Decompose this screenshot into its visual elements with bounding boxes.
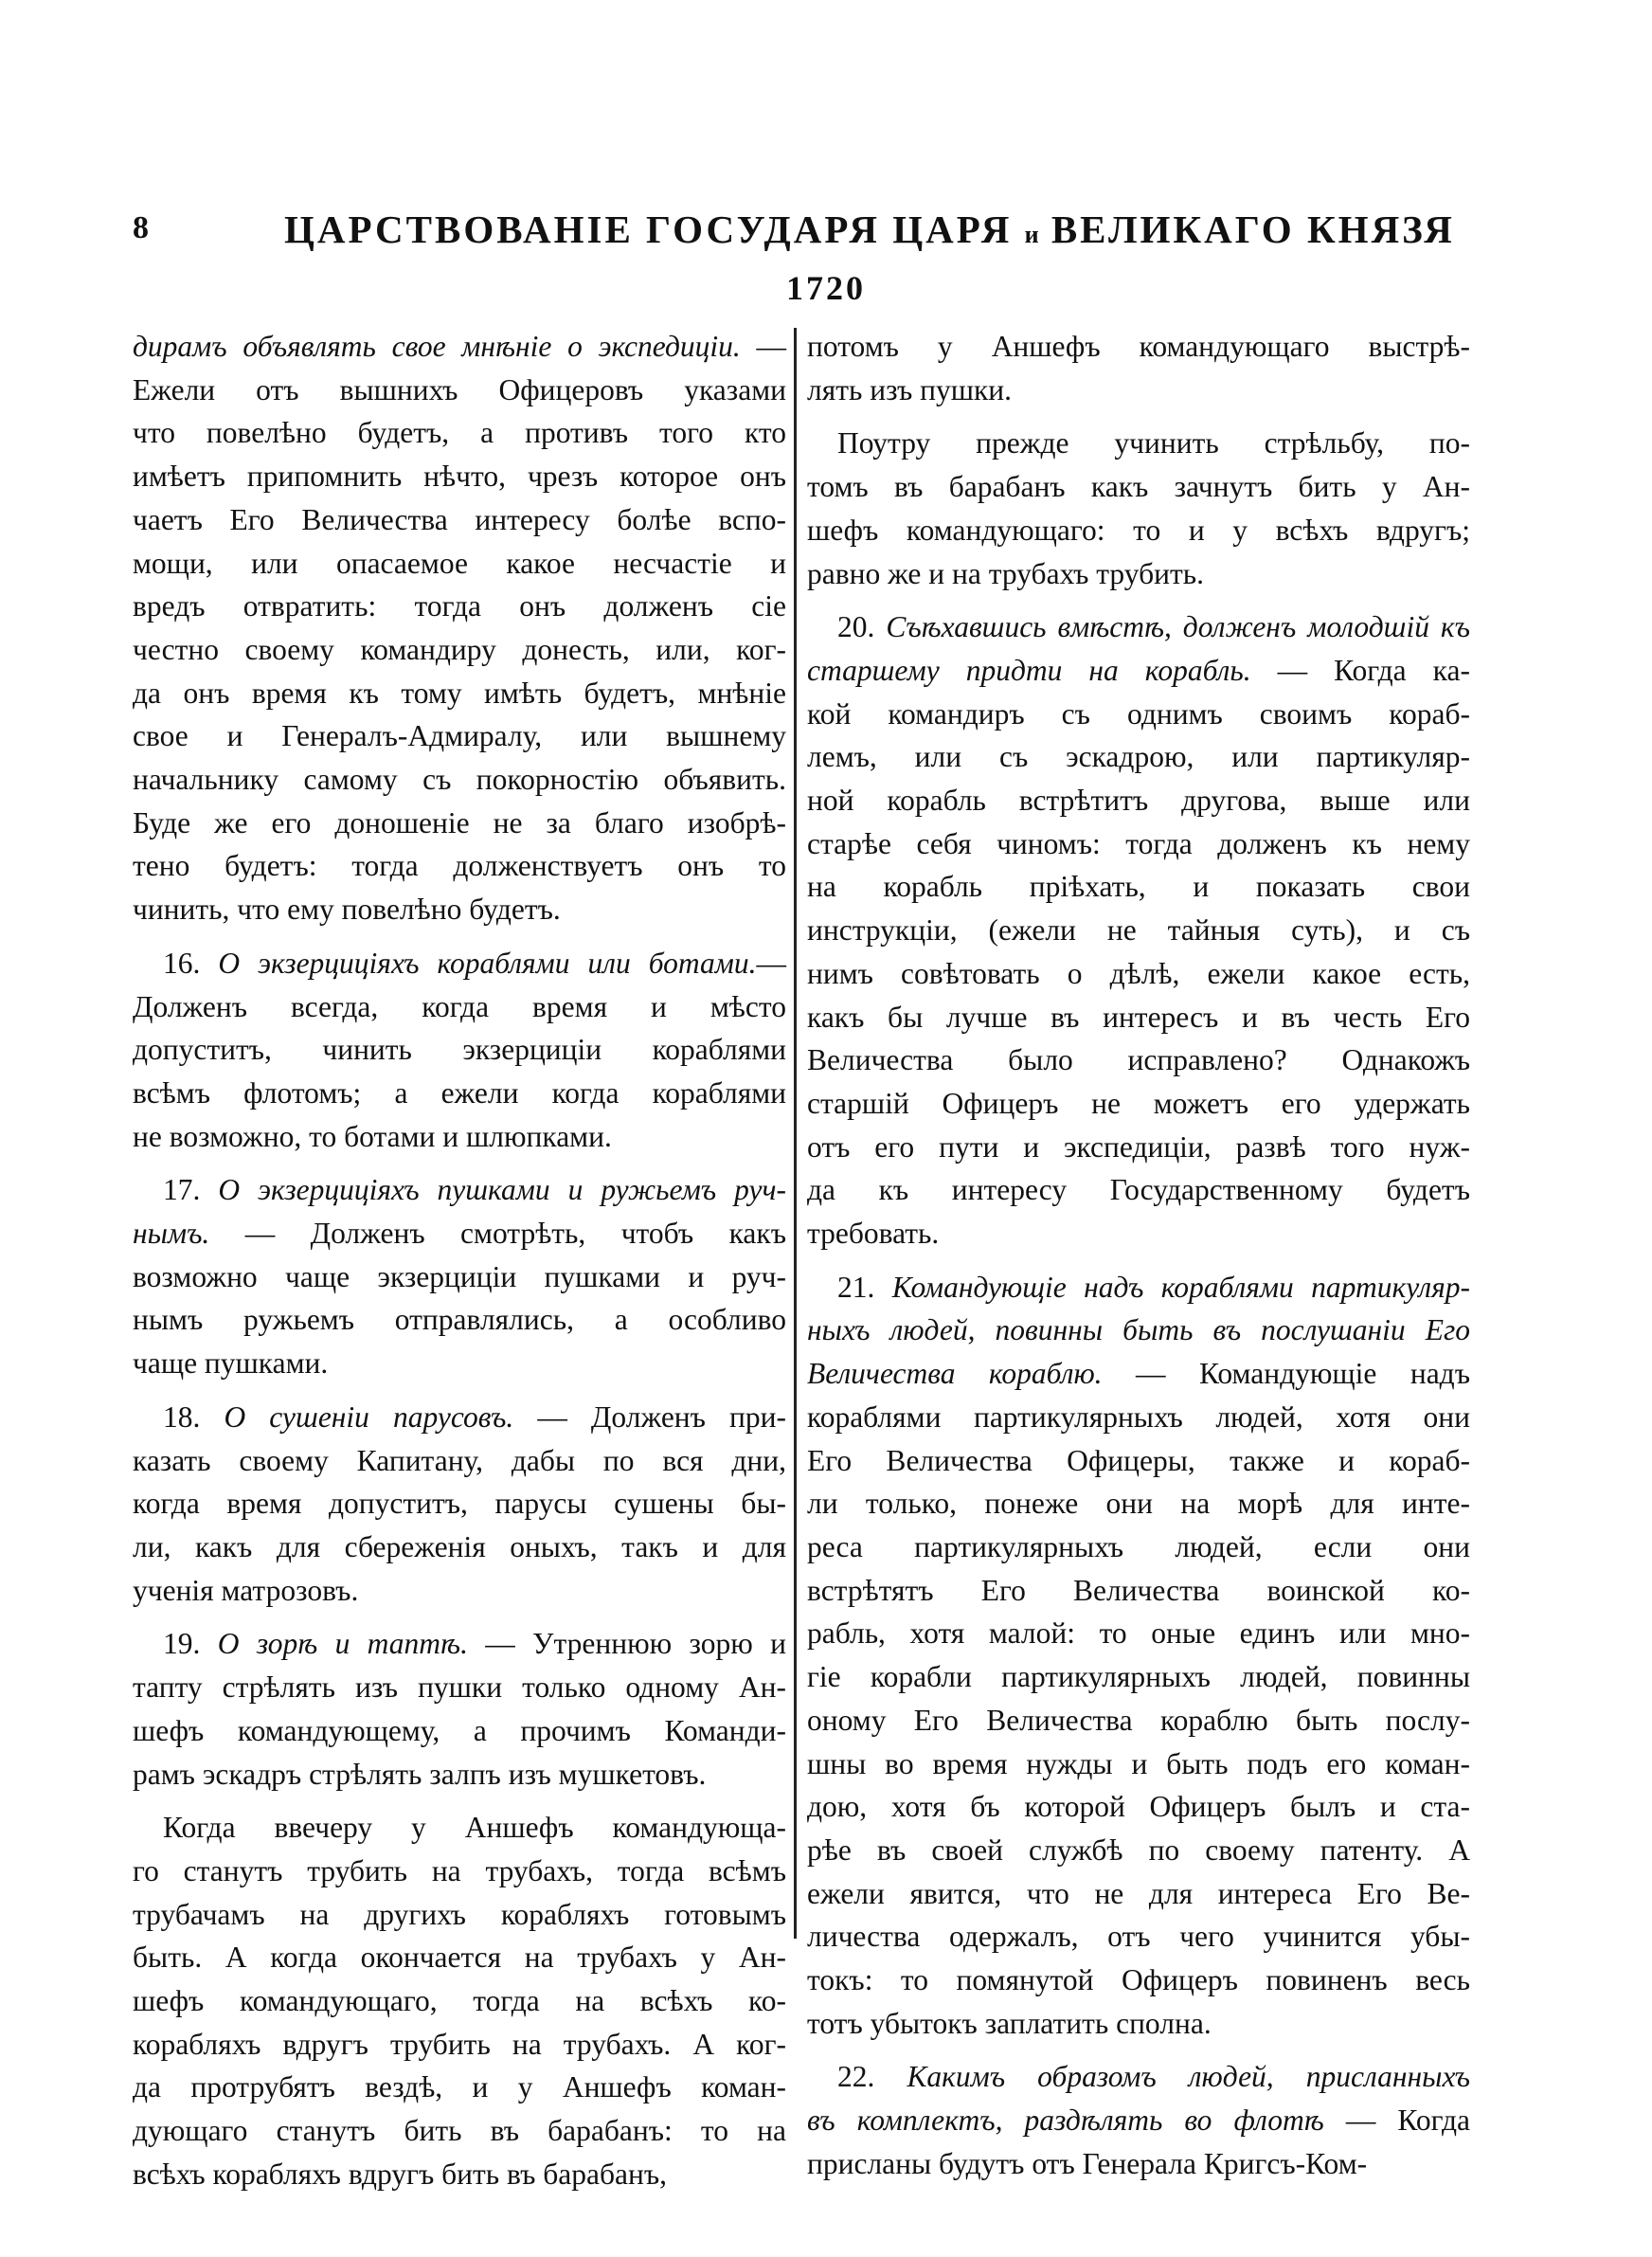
text-line: потомъ у Аншефъ командующаго выстрѣ- <box>807 330 1470 363</box>
body-text: — <box>740 330 787 363</box>
text-line: свое и Генералъ-Адмиралу, или вышнему <box>133 719 786 753</box>
article-paragraph <box>133 1168 786 1385</box>
text-paragraph <box>133 325 786 931</box>
body-text: — Когда ка- <box>1250 653 1470 687</box>
text-line: Величества было исправлено? Однакожъ <box>807 1043 1470 1077</box>
text-line <box>807 2055 1470 2099</box>
article-heading: О сушеніи парусовъ. <box>200 1399 514 1434</box>
text-line: не возможно, то ботами и шлюпками. <box>133 1119 612 1153</box>
text-line: оному Его Величества кораблю быть послу- <box>807 1703 1470 1737</box>
text-line: встрѣтятъ Его Величества воинской ко- <box>807 1573 1470 1607</box>
article-heading: въ комплектъ, раздѣлять во флотѣ <box>807 2104 1324 2138</box>
text-line: шефъ командующаго, тогда на всѣхъ ко- <box>133 1984 786 2018</box>
text-line: старѣе себя чиномъ: тогда долженъ къ нему <box>807 826 1470 860</box>
text-line: казать своему Капитану, дабы по вся дни, <box>133 1443 786 1477</box>
text-line: шефъ командующему, а прочимъ Команди- <box>133 1713 786 1747</box>
text-line: ежели явится, что не для интереса Его Ве- <box>807 1876 1470 1910</box>
text-line <box>133 1396 786 1439</box>
text-line: честно своему командиру донесть, или, ког- <box>133 632 786 666</box>
body-text: — Когда <box>1323 2104 1470 2138</box>
text-line: ученія матрозовъ. <box>133 1573 359 1607</box>
text-line: что повелѣно будетъ, а противъ того кто <box>133 416 786 450</box>
article-heading: О зорѣ и таптѣ. <box>200 1627 468 1661</box>
text-line <box>133 1168 786 1212</box>
text-line: шны во время нужды и быть подъ его коман- <box>807 1746 1470 1780</box>
text-line <box>807 1266 1470 1309</box>
article-heading: Командующіе надъ кораблями партикуляр- <box>874 1270 1470 1304</box>
article-paragraph <box>133 942 786 1159</box>
text-line: корабляхъ вдругъ трубить на трубахъ. А ког- <box>133 2027 786 2061</box>
text-line: допуститъ, чинить экзерциціи кораблями <box>133 1033 786 1067</box>
text-line: какъ бы лучше въ интересъ и въ честь Его <box>807 1000 1470 1034</box>
body-text: — Утреннюю зорю и <box>467 1627 786 1661</box>
text-line: дующаго станутъ бить въ барабанъ: то на <box>133 2114 786 2148</box>
article-number: 19. <box>163 1627 201 1661</box>
article-heading: Какимъ образомъ людей, присланныхъ <box>874 2060 1470 2094</box>
article-paragraph <box>133 1622 786 1796</box>
body-text: — Командующіе надъ <box>1102 1357 1470 1391</box>
text-line: имѣетъ припомнить нѣчто, чрезъ которое онъ <box>133 460 786 494</box>
text-line: да протрубятъ вездѣ, и у Аншефъ коман- <box>133 2070 786 2104</box>
text-line: быть. А когда окончается на трубахъ у Ан- <box>133 1941 786 1975</box>
body-text: — Долженъ смотрѣть, чтобъ какъ <box>209 1217 786 1251</box>
text-line: кой командиръ съ однимъ своимъ кораб- <box>807 696 1470 731</box>
right-column <box>807 325 1470 2186</box>
text-line: рѣе въ своей службѣ по своему патенту. А <box>807 1833 1470 1867</box>
text-line: мощи, или опасаемое какое несчастіе и <box>133 546 786 580</box>
column-divider <box>794 328 797 1939</box>
article-heading: ныхъ людей, повинны быть въ послушаніи Его <box>807 1313 1470 1347</box>
text-line: чаще пушками. <box>133 1346 329 1381</box>
text-line: отъ его пути и экспедиціи, развѣ того нуж- <box>807 1129 1470 1164</box>
year-heading: 1720 <box>786 269 866 307</box>
text-line: реса партикулярныхъ людей, если они <box>807 1529 1470 1563</box>
text-line: Поутру прежде учинить стрѣльбу, по- <box>837 426 1470 460</box>
text-line <box>133 942 786 985</box>
article-heading: старшему придти на корабль. <box>807 653 1251 687</box>
article-heading: нымъ. <box>133 1217 210 1251</box>
text-line: Ежели отъ вышнихъ Офицеровъ указами <box>133 372 786 406</box>
text-line: всѣмъ флотомъ; а ежели когда кораблями <box>133 1075 786 1110</box>
text-line: Долженъ всегда, когда время и мѣсто <box>133 989 786 1023</box>
text-line: Когда ввечеру у Аншефъ командующа- <box>163 1811 786 1845</box>
text-line: личества одержалъ, отъ чего учинится убы- <box>807 1920 1470 1954</box>
text-line: томъ въ барабанъ какъ зачнутъ бить у Ан- <box>807 470 1470 504</box>
text-line: кораблями партикулярныхъ людей, хотя они <box>807 1399 1470 1434</box>
text-line: трубачамъ на другихъ корабляхъ готовымъ <box>133 1897 786 1931</box>
text-line: вредъ отвратить: тогда онъ долженъ сіе <box>133 589 786 623</box>
body-text: — Долженъ при- <box>513 1399 786 1434</box>
text-line <box>133 325 786 369</box>
text-line: дою, хотя бъ которой Офицеръ былъ и ста- <box>807 1790 1470 1824</box>
text-line: да онъ время къ тому имѣть будетъ, мнѣніе <box>133 676 786 710</box>
text-line: токъ: то помянутой Офицеръ повиненъ весь <box>807 1963 1470 1997</box>
text-line: ли, какъ для сбереженія оныхъ, такъ и для <box>133 1529 786 1563</box>
text-line: лять изъ пушки. <box>807 372 1013 406</box>
text-line: требовать. <box>807 1217 940 1251</box>
article-paragraph <box>807 2055 1470 2185</box>
article-number: 18. <box>163 1399 201 1434</box>
text-line: старшій Офицеръ не можетъ его удержать <box>807 1086 1470 1120</box>
text-line: Его Величества Офицеры, также и кораб- <box>807 1443 1470 1477</box>
article-heading: О экзерциціяхъ пушками и ружьемъ руч- <box>200 1173 786 1207</box>
text-line <box>133 1212 786 1255</box>
text-line: чинить, что ему повелѣно будетъ. <box>133 893 561 927</box>
text-line: го станутъ трубить на трубахъ, тогда всѣмъ <box>133 1853 786 1887</box>
text-line: тено будетъ: тогда долженствуетъ онъ то <box>133 849 786 883</box>
text-line <box>807 1352 1470 1396</box>
text-paragraph <box>807 325 1470 411</box>
text-line: рабль, хотя малой: то оные единъ или мно- <box>807 1616 1470 1651</box>
text-line: всѣхъ корабляхъ вдругъ бить въ барабанъ, <box>133 2157 668 2191</box>
text-line: тотъ убытокъ заплатить сполна. <box>807 2006 1212 2040</box>
body-text: — <box>756 946 786 980</box>
text-paragraph <box>807 422 1470 595</box>
page-number: 8 <box>133 210 149 245</box>
text-line <box>807 605 1470 649</box>
text-line <box>807 649 1470 693</box>
text-line: гіе корабли партикулярныхъ людей, повинны <box>807 1660 1470 1694</box>
text-line: когда время допуститъ, парусы сушены бы- <box>133 1487 786 1521</box>
title-part-1: ЦАРСТВОВАНІЕ ГОСУДАРЯ ЦАРЯ <box>284 208 1025 251</box>
text-paragraph <box>133 1806 786 2195</box>
article-number: 17. <box>163 1173 201 1207</box>
article-number: 21. <box>837 1270 875 1304</box>
text-line <box>133 1622 786 1666</box>
text-line: нымъ ружьемъ отправлялись, а особливо <box>133 1303 786 1337</box>
text-line: ной корабль встрѣтитъ другова, выше или <box>807 784 1470 818</box>
text-line: ли только, понеже они на морѣ для инте- <box>807 1487 1470 1521</box>
article-heading: О экзерциціяхъ кораблями или ботами. <box>200 946 757 980</box>
text-line: лемъ, или съ эскадрою, или партикуляр- <box>807 740 1470 774</box>
text-line: тапту стрѣлять изъ пушки только одному Ан- <box>133 1670 786 1705</box>
article-paragraph <box>133 1396 786 1613</box>
text-line: возможно чаще экзерциціи пушками и руч- <box>133 1259 786 1293</box>
article-heading: дирамъ объявлять свое мнѣніе о экспедиціи. <box>133 330 741 363</box>
text-line: шефъ командующаго: то и у всѣхъ вдругъ; <box>807 513 1470 547</box>
title-part-2: ВЕЛИКАГО КНЯЗЯ <box>1038 208 1455 251</box>
text-line: начальнику самому съ покорностію объявить. <box>133 763 786 797</box>
text-line: инструкціи, (ежели не тайныя суть), и съ <box>807 913 1470 948</box>
text-line: да къ интересу Государственному будетъ <box>807 1173 1470 1207</box>
left-column <box>133 325 786 2196</box>
text-line: на корабль пріѣхать, и показать свои <box>807 870 1470 904</box>
title-conjunction: и <box>1024 221 1039 248</box>
text-line: присланы будутъ отъ Генерала Кригсъ-Ком- <box>807 2146 1368 2180</box>
text-line: рамъ эскадръ стрѣлять залпъ изъ мушкетовъ. <box>133 1757 707 1791</box>
text-line: нимъ совѣтовать о дѣлѣ, ежели какое есть, <box>807 956 1470 990</box>
article-number: 22. <box>837 2060 875 2094</box>
article-heading: Величества кораблю. <box>807 1357 1103 1391</box>
text-line: Буде же его доношеніе не за благо изобрѣ- <box>133 805 786 840</box>
article-paragraph <box>807 1266 1470 2046</box>
article-number: 20. <box>837 610 875 644</box>
text-line: чаетъ Его Величества интересу болѣе вспо- <box>133 502 786 536</box>
article-number: 16. <box>163 946 201 980</box>
article-heading: Съѣхавшись вмѣстѣ, долженъ молодшій къ <box>874 610 1470 644</box>
article-paragraph <box>807 605 1470 1255</box>
text-line: равно же и на трубахъ трубить. <box>807 556 1204 590</box>
text-line <box>807 2099 1470 2142</box>
text-line <box>807 1309 1470 1352</box>
running-title <box>284 207 1455 252</box>
